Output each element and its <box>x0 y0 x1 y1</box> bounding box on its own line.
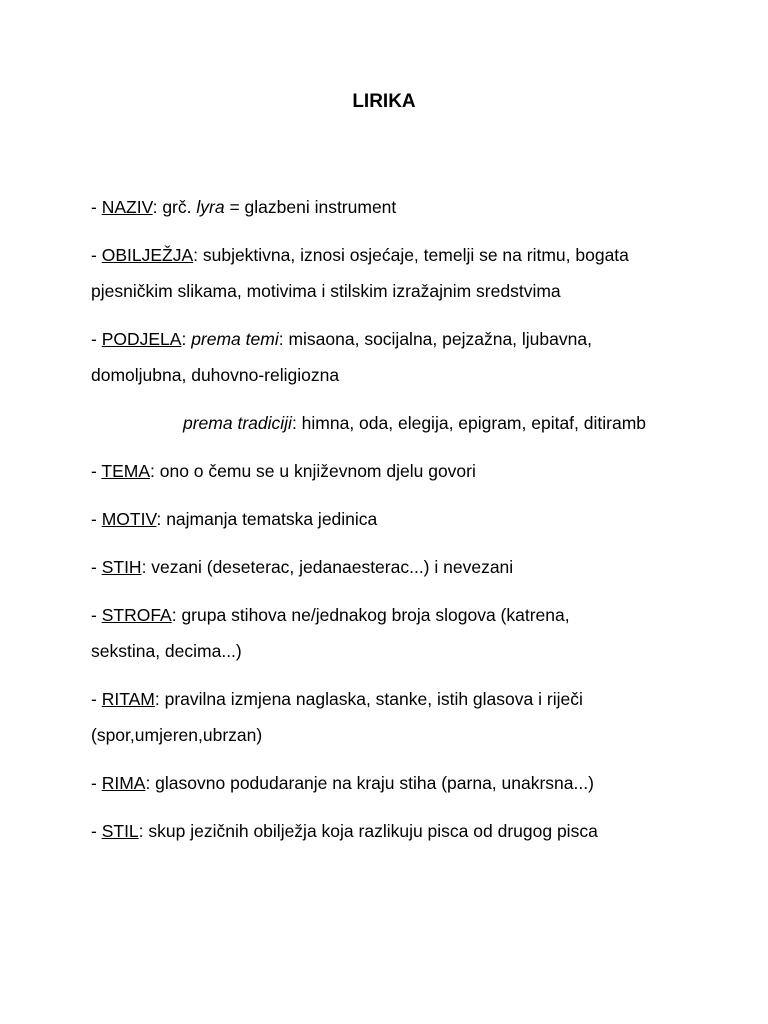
entry-obiljezja <box>91 237 711 309</box>
entry-podjela <box>91 321 711 441</box>
term-stih: STIH <box>101 557 142 577</box>
definition-text: : ono o čemu se u književnom djelu govori <box>150 461 476 481</box>
definition-list <box>91 189 711 861</box>
entry-ritam <box>91 681 711 753</box>
entry-dash: - <box>91 461 102 481</box>
definition-text: grč. <box>162 197 197 217</box>
entry-podjela-line-2: domoljubna, duhovno-religiozna <box>91 365 340 385</box>
term-ritam: RITAM <box>101 689 155 709</box>
entry-dash: - <box>91 245 102 265</box>
entry-strofa-line-2: sekstina, decima...) <box>91 641 242 661</box>
entry-obiljezja-line-1 <box>91 237 711 273</box>
entry-tema-line <box>91 453 711 489</box>
entry-naziv <box>91 189 711 225</box>
term-tema: TEMA <box>101 461 150 481</box>
term-podjela: PODJELA <box>101 329 182 349</box>
term-motiv: MOTIV <box>101 509 157 529</box>
entry-motiv-line <box>91 501 711 537</box>
definition-text: : skup jezičnih obilježja koja razlikuju pisca od drugog pisca <box>138 821 598 841</box>
italic-prema-tradiciji: prema tradiciji <box>183 413 292 433</box>
definition-text: : pravilna izmjena naglaska, stanke, istih glasova i riječi <box>154 689 583 709</box>
italic-prema-temi: prema temi <box>191 329 279 349</box>
definition-text: : grupa stihova ne/jednakog broja slogova (katrena, <box>171 605 570 625</box>
entry-rima <box>91 765 711 801</box>
definition-text: : glasovno podudaranje na kraju stiha (parna, unakrsna...) <box>145 773 594 793</box>
entry-ritam-line-1 <box>91 681 711 717</box>
entry-stil <box>91 813 711 849</box>
entry-ritam-line-2: (spor,umjeren,ubrzan) <box>91 725 263 745</box>
entry-motiv <box>91 501 711 537</box>
entry-tema <box>91 453 711 489</box>
entry-colon: : <box>181 329 192 349</box>
term-stil: STIL <box>101 821 139 841</box>
entry-naziv-line <box>91 189 711 225</box>
term-rima: RIMA <box>101 773 146 793</box>
entry-dash: - <box>91 605 102 625</box>
definition-text: = glazbeni instrument <box>224 197 397 217</box>
definition-text: : vezani (deseterac, jedanaesterac...) i nevezani <box>141 557 514 577</box>
entry-stil-line <box>91 813 711 849</box>
entry-stih <box>91 549 711 585</box>
entry-dash: - <box>91 689 102 709</box>
entry-strofa-line-1 <box>91 597 711 633</box>
definition-text: : subjektivna, iznosi osjećaje, temelji se na ritmu, bogata <box>193 245 629 265</box>
definition-text: : himna, oda, elegija, epigram, epitaf, ditiramb <box>291 413 647 433</box>
entry-dash: - <box>91 821 102 841</box>
entry-podjela-line-3 <box>91 405 711 441</box>
entry-dash: - <box>91 509 102 529</box>
entry-colon: : <box>152 197 163 217</box>
entry-dash: - <box>91 197 102 217</box>
entry-rima-line <box>91 765 711 801</box>
entry-dash: - <box>91 329 102 349</box>
entry-strofa <box>91 597 711 669</box>
entry-obiljezja-line-2: pjesničkim slikama, motivima i stilskim izražajnim sredstvima <box>91 281 561 301</box>
definition-text: : najmanja tematska jedinica <box>156 509 378 529</box>
entry-stih-line <box>91 549 711 585</box>
definition-text: : misaona, socijalna, pejzažna, ljubavna, <box>278 329 592 349</box>
term-naziv: NAZIV <box>101 197 153 217</box>
term-strofa: STROFA <box>101 605 172 625</box>
italic-term-lyra: lyra <box>196 197 225 217</box>
entry-dash: - <box>91 773 102 793</box>
entry-podjela-line-1 <box>91 321 711 357</box>
term-obiljezja: OBILJEŽJA <box>101 245 194 265</box>
document-title: LIRIKA <box>352 91 416 112</box>
entry-dash: - <box>91 557 102 577</box>
